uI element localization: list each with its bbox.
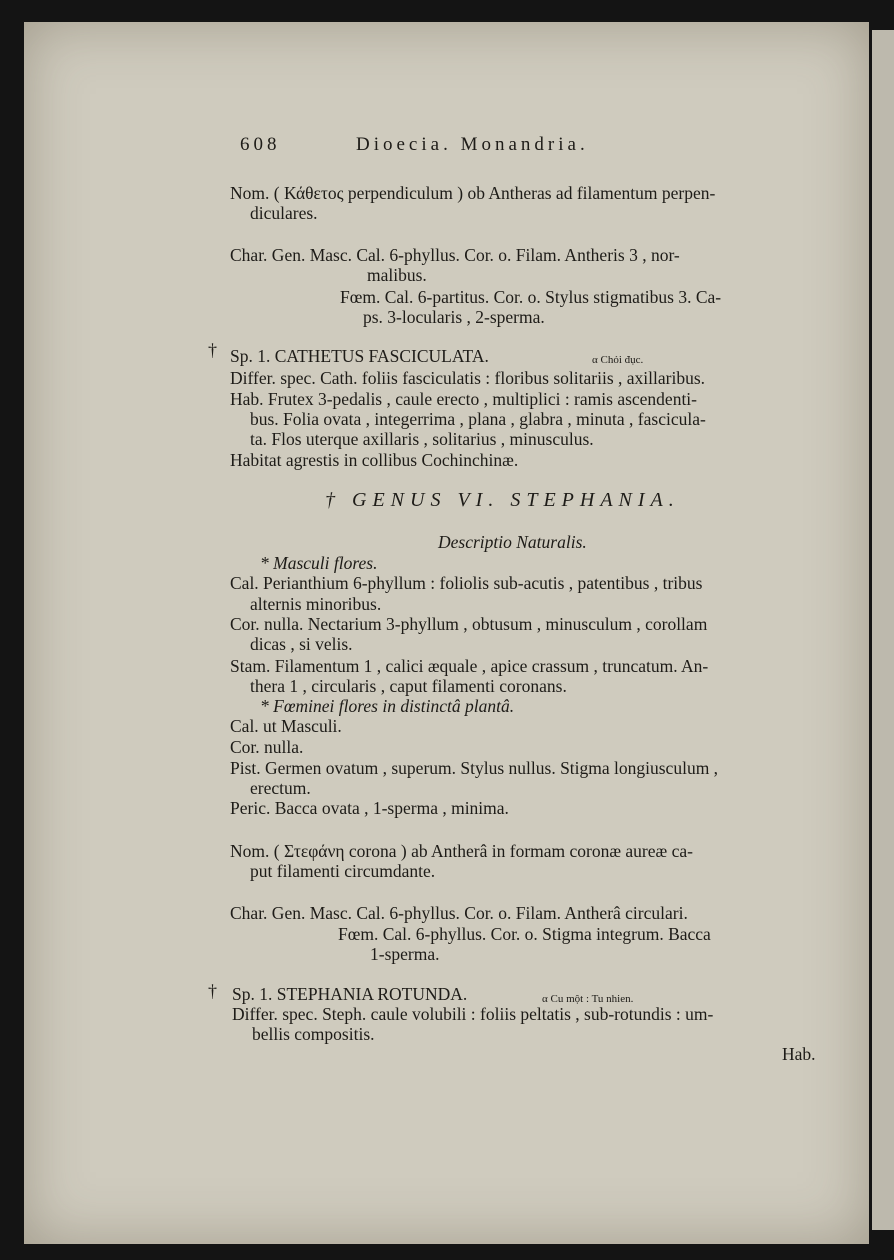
- text-line: Peric. Bacca ovata , 1-sperma , minima.: [230, 798, 509, 818]
- vernacular-name: α Cu một : Tu nhien.: [542, 993, 634, 1005]
- text-line: malibus.: [367, 265, 427, 285]
- text-line: Differ. spec. Cath. foliis fasciculatis : floribus solitariis , axillaribus.: [230, 368, 706, 388]
- text-line: 1-sperma.: [370, 944, 440, 964]
- page-number: 608: [240, 134, 281, 155]
- text-line: Cal. Perianthium 6-phyllum : foliolis sub-acutis , patentibus , tribus: [230, 573, 703, 593]
- page-text: [208, 0, 835, 1260]
- text-line: Nom. ( Κάθετος perpendiculum ) ob Antheras ad filamentum perpen-: [230, 183, 716, 203]
- text-line: Cal. ut Masculi.: [230, 716, 342, 736]
- text-line: Cor. nulla.: [230, 737, 304, 757]
- running-title: Dioecia. Monandria.: [356, 134, 589, 155]
- dagger-mark: †: [208, 981, 217, 1001]
- text-line: erectum.: [250, 778, 311, 798]
- text-line: ta. Flos uterque axillaris , solitarius , minusculus.: [250, 429, 594, 449]
- text-line: Differ. spec. Steph. caule volubili : foliis peltatis , sub-rotundis : um-: [232, 1004, 714, 1024]
- species-heading: Sp. 1. STEPHANIA ROTUNDA.: [232, 984, 468, 1004]
- subsection-heading: * Fœminei flores in distinctâ plantâ.: [260, 696, 515, 716]
- text-line: Nom. ( Στεφάνη corona ) ab Antherâ in formam coronæ aureæ ca-: [230, 841, 693, 861]
- text-line: Hab. Frutex 3-pedalis , caule erecto , multiplici : ramis ascendenti-: [230, 389, 697, 409]
- text-line: alternis minoribus.: [250, 594, 382, 614]
- facing-page-edge: [872, 30, 894, 1230]
- subsection-heading: * Masculi flores.: [260, 553, 378, 573]
- text-line: put filamenti circumdante.: [250, 861, 436, 881]
- catchword: Hab.: [782, 1044, 816, 1064]
- text-line: Pist. Germen ovatum , superum. Stylus nullus. Stigma longiusculum ,: [230, 758, 719, 778]
- text-line: Char. Gen. Masc. Cal. 6-phyllus. Cor. o. Filam. Antheris 3 , nor-: [230, 245, 680, 265]
- genus-heading: † GENUS VI. STEPHANIA.: [325, 489, 680, 511]
- text-line: bus. Folia ovata , integerrima , plana , glabra , minuta , fascicula-: [250, 409, 706, 429]
- section-heading: Descriptio Naturalis.: [438, 532, 587, 552]
- vernacular-name: α Chỏi đục.: [592, 354, 644, 366]
- text-line: Cor. nulla. Nectarium 3-phyllum , obtusum , minusculum , corollam: [230, 614, 708, 634]
- text-line: bellis compositis.: [252, 1024, 375, 1044]
- dagger-mark: †: [208, 340, 217, 360]
- text-line: Habitat agrestis in collibus Cochinchinæ.: [230, 450, 519, 470]
- text-line: dicas , si velis.: [250, 634, 353, 654]
- text-line: Char. Gen. Masc. Cal. 6-phyllus. Cor. o. Filam. Antherâ circulari.: [230, 903, 688, 923]
- species-heading: Sp. 1. CATHETUS FASCICULATA.: [230, 346, 489, 366]
- text-line: ps. 3-locularis , 2-sperma.: [363, 307, 545, 327]
- text-line: Fœm. Cal. 6-partitus. Cor. o. Stylus stigmatibus 3. Ca-: [340, 287, 722, 307]
- text-line: Stam. Filamentum 1 , calici æquale , apice crassum , truncatum. An-: [230, 656, 709, 676]
- text-line: thera 1 , circularis , caput filamenti coronans.: [250, 676, 567, 696]
- text-line: diculares.: [250, 203, 318, 223]
- text-line: Fœm. Cal. 6-phyllus. Cor. o. Stigma integrum. Bacca: [338, 924, 711, 944]
